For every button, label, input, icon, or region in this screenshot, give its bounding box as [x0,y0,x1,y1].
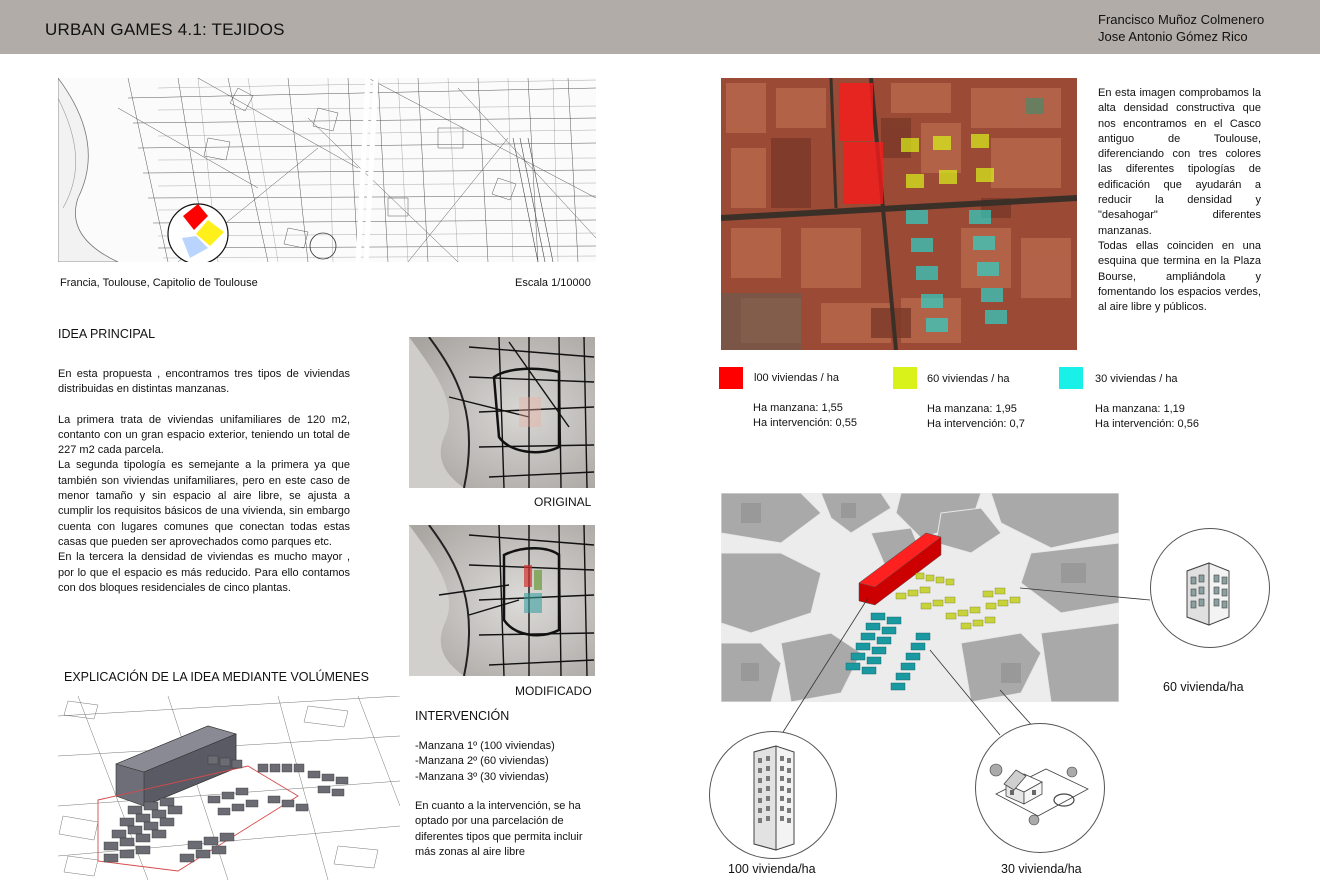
map-caption-scale: Escala 1/10000 [515,277,591,289]
legend-ha-manzana-100: Ha manzana: 1,55 [753,402,843,414]
volumes-heading: EXPLICACIÓN DE LA IDEA MEDIANTE VOLÚMENES [64,670,369,684]
typology-100-label: 100 vivienda/ha [728,862,816,876]
intervention-heading: INTERVENCIÓN [415,709,510,723]
intervention-item-2: -Manzana 2º (60 viviendas) [415,755,549,768]
typology-60-circle [1150,528,1270,648]
author-1: Francisco Muñoz Colmenero [1098,12,1265,27]
legend-label-100: l00 viviendas / ha [754,372,839,384]
aerial-paragraph-1: En esta imagen comprobamos la alta densidad constructiva que nos encontramos en el Casco antiguo de Toulouse, diferenciando con tres colores las diferentes tipologías de edificación que ayudarán a reducir la densidad y "desahogar" diferentes manzanas. [1098,87,1261,237]
legend-ha-intervencion-60: Ha intervención: 0,7 [927,418,1025,430]
legend-ha-intervencion-30: Ha intervención: 0,56 [1095,418,1199,430]
page-title: URBAN GAMES 4.1: TEJIDOS [45,20,285,39]
idea-paragraph-4: En la tercera la densidad de viviendas es mucho mayor , por lo que el espacio es más reducido. Para ello contamos con dos bloques residenciales de cinco plantas. [58,551,350,594]
intervention-item-3: -Manzana 3º (30 viviendas) [415,770,549,783]
idea-paragraph-2: La primera trata de viviendas unifamiliares de 120 m2, contanto con un gran espacio exterior, teniendo un total de 227 m2 cada parcela. [58,413,350,457]
map-caption-left: Francia, Toulouse, Capitolio de Toulouse [60,277,258,289]
idea-paragraph-1: En esta propuesta , encontramos tres tipos de viviendas distribuidas en distintas manzanas. [58,368,350,396]
legend-ha-manzana-60: Ha manzana: 1,95 [927,403,1017,415]
intervention-item-1: -Manzana 1º (100 viviendas) [415,740,555,752]
legend-label-30: 30 viviendas / ha [1095,373,1178,385]
typology-30-circle [975,723,1105,853]
typology-30-label: 30 vivienda/ha [1001,862,1082,876]
sketch-original-label: ORIGINAL [534,495,592,509]
legend-ha-manzana-30: Ha manzana: 1,19 [1095,403,1185,415]
author-2: Jose Antonio Gómez Rico [1098,29,1248,44]
typology-100-circle [709,731,837,859]
idea-paragraph-3: La segunda tipología es semejante a la primera ya que también son viviendas unifamiliares, pero en este caso de menor tamaño y sin espacio al aire libre, se ajusta a cumplir los requisitos básicos de una vivienda, sin embargo cuenta con lugares comunes que conectan todas estas casas que pueden ser aprovechados como parques etc. [58,459,350,548]
intervention-note: En cuanto a la intervención, se ha optado por una parcelación de diferentes tipos que permita incluir más zonas al aire libre [415,800,583,858]
legend-ha-intervencion-100: Ha intervención: 0,55 [753,417,857,429]
aerial-paragraph-2: Todas ellas coinciden en una esquina que termina en la Plaza Bourse, ampliándola y fomentando los espacios verdes, al aire libre y públicos. [1098,239,1261,314]
typology-60-label: 60 vivienda/ha [1163,680,1244,694]
legend-label-60: 60 viviendas / ha [927,373,1010,385]
sketch-modified-label: MODIFICADO [515,684,592,698]
idea-heading: IDEA PRINCIPAL [58,327,156,341]
